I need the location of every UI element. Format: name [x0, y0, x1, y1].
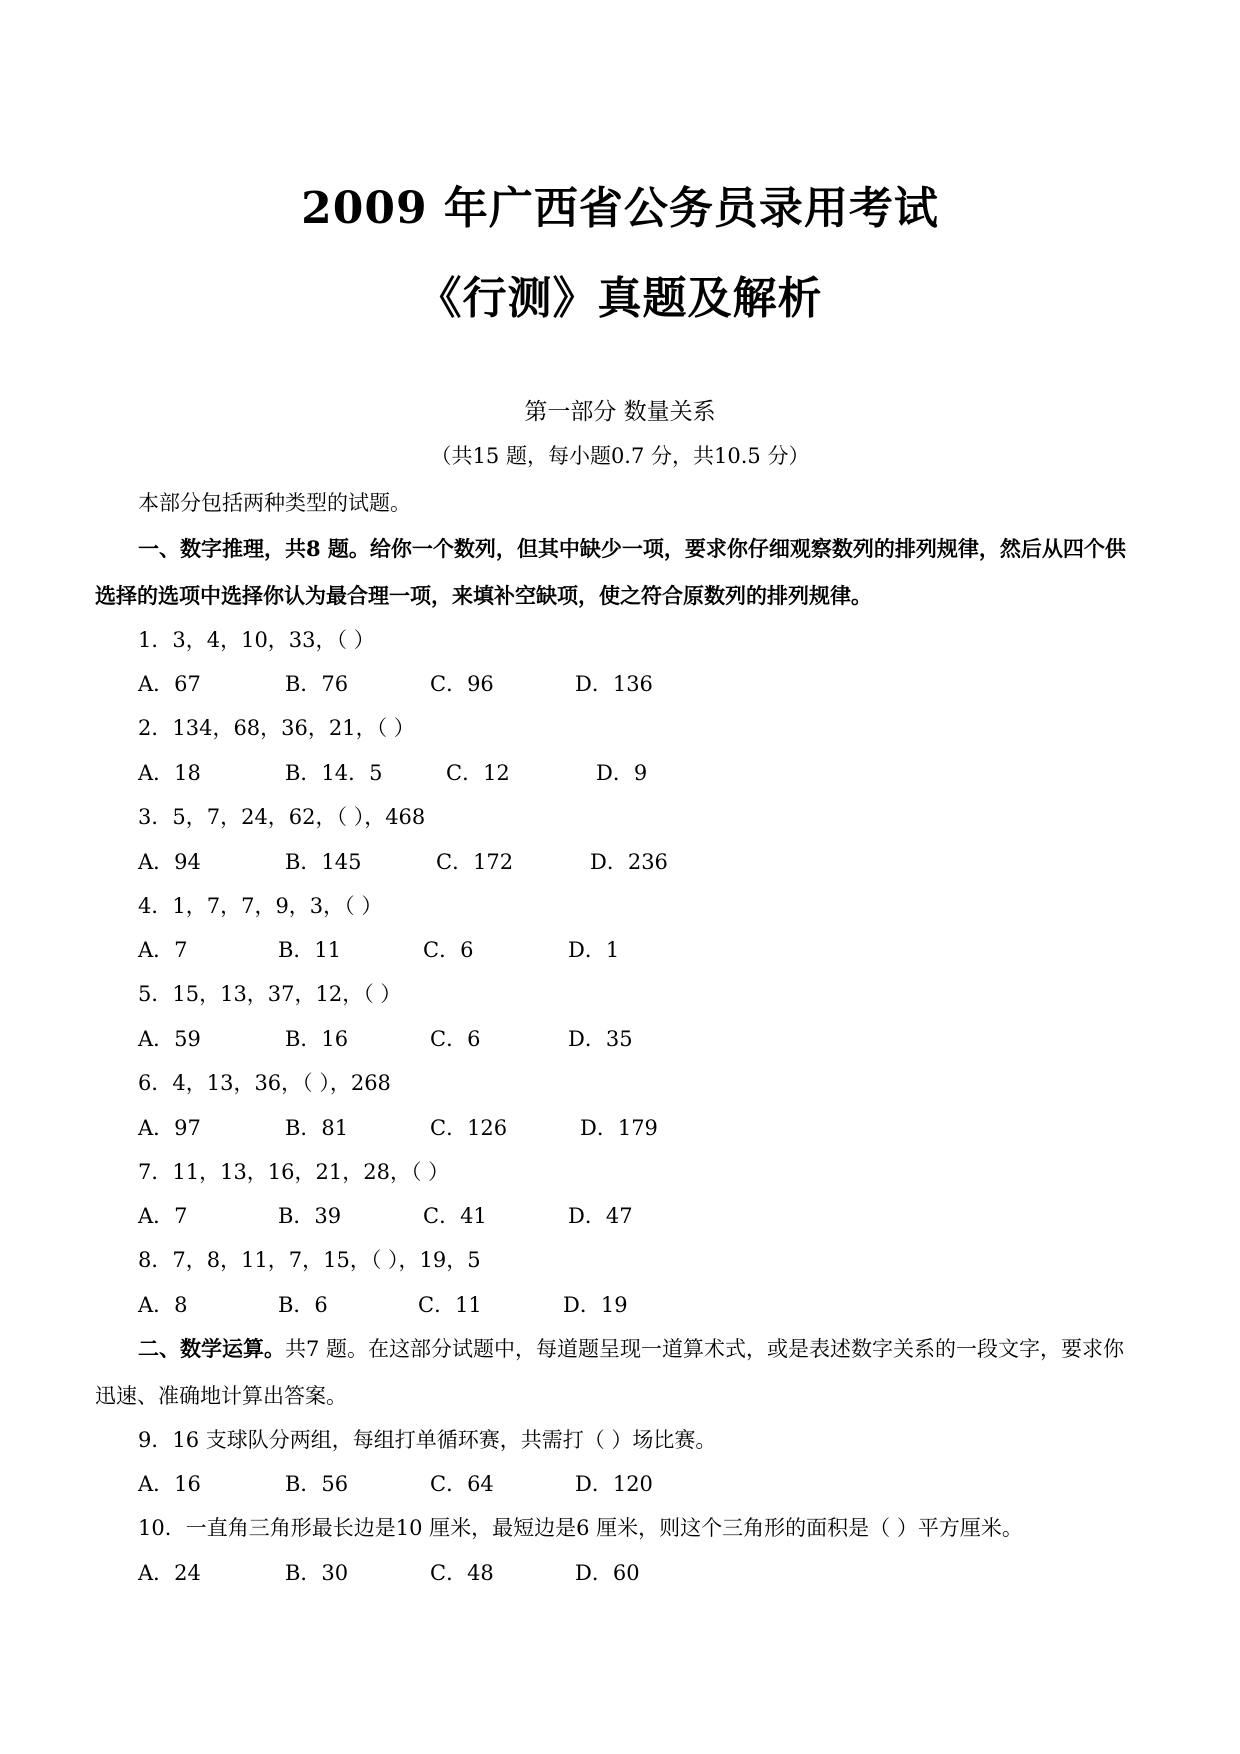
q3-option-d: D．236 — [590, 850, 668, 874]
question-2: 2．134，68，36，21，（ ） — [138, 716, 415, 740]
q10-option-c: C．48 — [430, 1561, 494, 1585]
question-9: 9．16 支球队分两组，每组打单循环赛，共需打（ ）场比赛。 — [138, 1428, 717, 1452]
question-6: 6．4，13，36，（ ），268 — [138, 1071, 391, 1095]
q4-option-c: C．6 — [423, 938, 474, 962]
q8-option-b: B．6 — [278, 1293, 328, 1317]
q1-option-b: B．76 — [285, 672, 349, 696]
q6-option-a: A．97 — [138, 1116, 201, 1140]
q10-option-d: D．60 — [575, 1561, 640, 1585]
q2-option-c: C．12 — [446, 761, 510, 785]
q1-option-a: A．67 — [138, 672, 201, 696]
section2-instructions-line2: 迅速、准确地计算出答案。 — [95, 1384, 347, 1408]
q10-option-a: A．24 — [138, 1561, 201, 1585]
q4-option-b: B．11 — [278, 938, 342, 962]
q3-option-a: A．94 — [138, 850, 201, 874]
question-7: 7．11，13，16，21，28，（ ） — [138, 1160, 450, 1184]
question-10: 10．一直角三角形最长边是10 厘米，最短边是6 厘米，则这个三角形的面积是（ ）平方厘米。 — [138, 1516, 1023, 1540]
q3-option-b: B．145 — [285, 850, 362, 874]
section1-instructions-line1: 一、数字推理，共8 题。给你一个数列，但其中缺少一项，要求你仔细观察数列的排列规律，然后从四个供 — [138, 536, 1126, 561]
question-4: 4．1，7，7，9，3，（ ） — [138, 894, 383, 918]
q8-option-d: D．19 — [563, 1293, 628, 1317]
q4-option-d: D．1 — [568, 938, 620, 962]
section2-text: 共7 题。在这部分试题中，每道题呈现一道算术式，或是表述数字关系的一段文字，要求你 — [285, 1337, 1125, 1361]
q2-option-a: A．18 — [138, 761, 201, 785]
q5-option-c: C．6 — [430, 1027, 481, 1051]
q7-option-c: C．41 — [423, 1204, 487, 1228]
part-title: 第一部分 数量关系 — [524, 399, 716, 425]
q7-option-a: A．7 — [138, 1204, 188, 1228]
document-title-line1: 2009 年广西省公务员录用考试 — [301, 183, 939, 234]
q1-option-c: C．96 — [430, 672, 494, 696]
q5-option-a: A．59 — [138, 1027, 201, 1051]
question-3: 3．5，7，24，62，（ ），468 — [138, 805, 426, 829]
q7-option-b: B．39 — [278, 1204, 342, 1228]
q4-option-a: A．7 — [138, 938, 188, 962]
question-1: 1．3，4，10，33，（ ） — [138, 628, 375, 652]
section2-instructions-line1 — [138, 1333, 1124, 1363]
question-5: 5．15，13，37，12，（ ） — [138, 982, 402, 1006]
q1-option-d: D．136 — [575, 672, 653, 696]
intro-text: 本部分包括两种类型的试题。 — [138, 491, 411, 515]
q6-option-c: C．126 — [430, 1116, 508, 1140]
q9-option-c: C．64 — [430, 1472, 494, 1496]
q10-option-b: B．30 — [285, 1561, 349, 1585]
q9-option-b: B．56 — [285, 1472, 349, 1496]
q5-option-b: B．16 — [285, 1027, 349, 1051]
section2-lead: 二、数学运算。 — [138, 1336, 285, 1361]
q3-option-c: C．172 — [436, 850, 514, 874]
q5-option-d: D．35 — [568, 1027, 633, 1051]
q6-option-d: D．179 — [580, 1116, 658, 1140]
question-8: 8．7，8，11，7，15，（ ），19，5 — [138, 1248, 481, 1272]
part-subtitle: （共15 题，每小题0.7 分，共10.5 分） — [430, 444, 810, 468]
q7-option-d: D．47 — [568, 1204, 633, 1228]
q8-option-a: A．8 — [138, 1293, 188, 1317]
q2-option-b: B．14．5 — [285, 761, 383, 785]
section1-instructions-line2: 选择的选项中选择你认为最合理一项，来填补空缺项，使之符合原数列的排列规律。 — [95, 583, 872, 608]
document-title-line2: 《行测》真题及解析 — [417, 273, 823, 324]
q9-option-d: D．120 — [575, 1472, 653, 1496]
q8-option-c: C．11 — [418, 1293, 482, 1317]
q2-option-d: D．9 — [596, 761, 648, 785]
q6-option-b: B．81 — [285, 1116, 349, 1140]
q9-option-a: A．16 — [138, 1472, 201, 1496]
